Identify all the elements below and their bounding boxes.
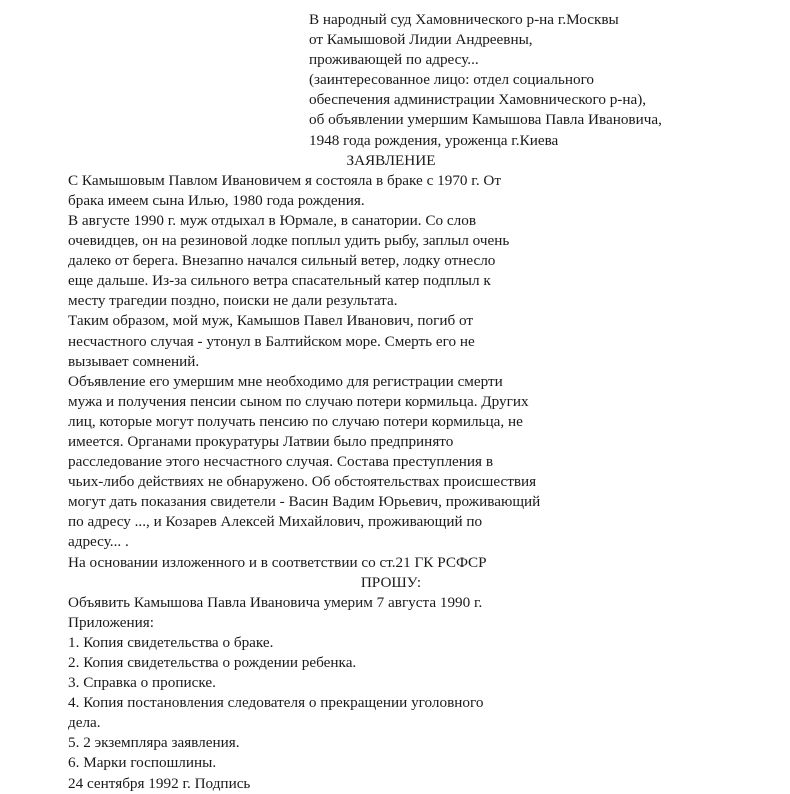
signature-line: 24 сентября 1992 г. Подпись bbox=[68, 774, 251, 792]
grounds-paragraph bbox=[68, 372, 630, 553]
accident-paragraph bbox=[68, 211, 630, 311]
request-heading: ПРОШУ: bbox=[360, 573, 422, 591]
paragraph-line: На основании изложенного и в соответствии со ст.21 ГК РСФСР bbox=[68, 553, 487, 571]
attachment-item: 5. 2 экземпляра заявления. bbox=[68, 734, 240, 752]
attachments-heading: Приложения: bbox=[68, 613, 154, 631]
legal-basis-paragraph bbox=[68, 553, 630, 573]
paragraph-line: могут дать показания свидетели - Васин Вадим Юрьевич, проживающий bbox=[68, 493, 541, 511]
attachment-item: 1. Копия свидетельства о браке. bbox=[68, 633, 274, 651]
addressee-line: проживающей по адресу... bbox=[309, 51, 479, 69]
paragraph-line: вызывает сомнений. bbox=[68, 352, 200, 370]
request-section bbox=[68, 593, 630, 794]
paragraph-line: несчастного случая - утонул в Балтийском море. Смерть его не bbox=[68, 332, 475, 350]
paragraph-line: имеется. Органами прокуратуры Латвии было предпринято bbox=[68, 432, 454, 450]
paragraph-line: расследование этого несчастного случая. Состава преступления в bbox=[68, 453, 494, 471]
addressee-line: 1948 года рождения, уроженца г.Киева bbox=[309, 131, 559, 149]
addressee-block bbox=[309, 10, 780, 151]
paragraph-line: лиц, которые могут получать пенсию по случаю потери кормильца, не bbox=[68, 412, 523, 430]
paragraph-line: чьих-либо действиях не обнаружено. Об обстоятельствах происшествия bbox=[68, 473, 537, 491]
document-title: ЗАЯВЛЕНИЕ bbox=[346, 151, 436, 169]
paragraph-line: С Камышовым Павлом Ивановичем я состояла в браке с 1970 г. От bbox=[68, 171, 502, 189]
addressee-line: от Камышовой Лидии Андреевны, bbox=[309, 31, 533, 49]
paragraph-line: адресу... . bbox=[68, 533, 129, 551]
attachment-item-continuation: дела. bbox=[68, 714, 101, 732]
document-body bbox=[68, 171, 630, 573]
addressee-line: В народный суд Хамовнического р-на г.Москвы bbox=[309, 11, 619, 28]
conclusion-paragraph bbox=[68, 311, 630, 371]
attachments-list bbox=[68, 633, 630, 774]
paragraph-line: мужа и получения пенсии сыном по случаю потери кормильца. Других bbox=[68, 392, 529, 410]
attachment-item: 2. Копия свидетельства о рождении ребенка. bbox=[68, 654, 357, 671]
addressee-line: обеспечения администрации Хамовнического р-на), bbox=[309, 91, 647, 109]
paragraph-line: еще дальше. Из-за сильного ветра спасательный катер подплыл к bbox=[68, 272, 491, 290]
paragraph-line: Объявление его умершим мне необходимо для регистрации смерти bbox=[68, 372, 503, 390]
request-line: Объявить Камышова Павла Ивановича умерим 7 августа 1990 г. bbox=[68, 593, 483, 611]
addressee-line: (заинтересованное лицо: отдел социального bbox=[309, 71, 595, 89]
paragraph-line: Таким образом, мой муж, Камышов Павел Иванович, погиб от bbox=[68, 312, 474, 330]
paragraph-line: месту трагедии поздно, поиски не дали результата. bbox=[68, 292, 398, 310]
addressee-line: об объявлении умершим Камышова Павла Ивановича, bbox=[309, 111, 662, 129]
paragraph-line: В августе 1990 г. муж отдыхал в Юрмале, в санатории. Со слов bbox=[68, 211, 476, 229]
paragraph-line: далеко от берега. Внезапно начался сильный ветер, лодку отнесло bbox=[68, 252, 496, 270]
paragraph-line: по адресу ..., и Козарев Алексей Михайлович, проживающий по bbox=[68, 513, 483, 531]
paragraph-line: брака имеем сына Илью, 1980 года рождения. bbox=[68, 191, 365, 209]
attachment-item: 6. Марки госпошлины. bbox=[68, 754, 217, 772]
attachment-item: 3. Справка о прописке. bbox=[68, 674, 216, 692]
attachment-item: 4. Копия постановления следователя о прекращении уголовного bbox=[68, 694, 484, 712]
paragraph-line: очевидцев, он на резиновой лодке поплыл удить рыбу, заплыл очень bbox=[68, 232, 510, 250]
marriage-paragraph bbox=[68, 171, 630, 211]
